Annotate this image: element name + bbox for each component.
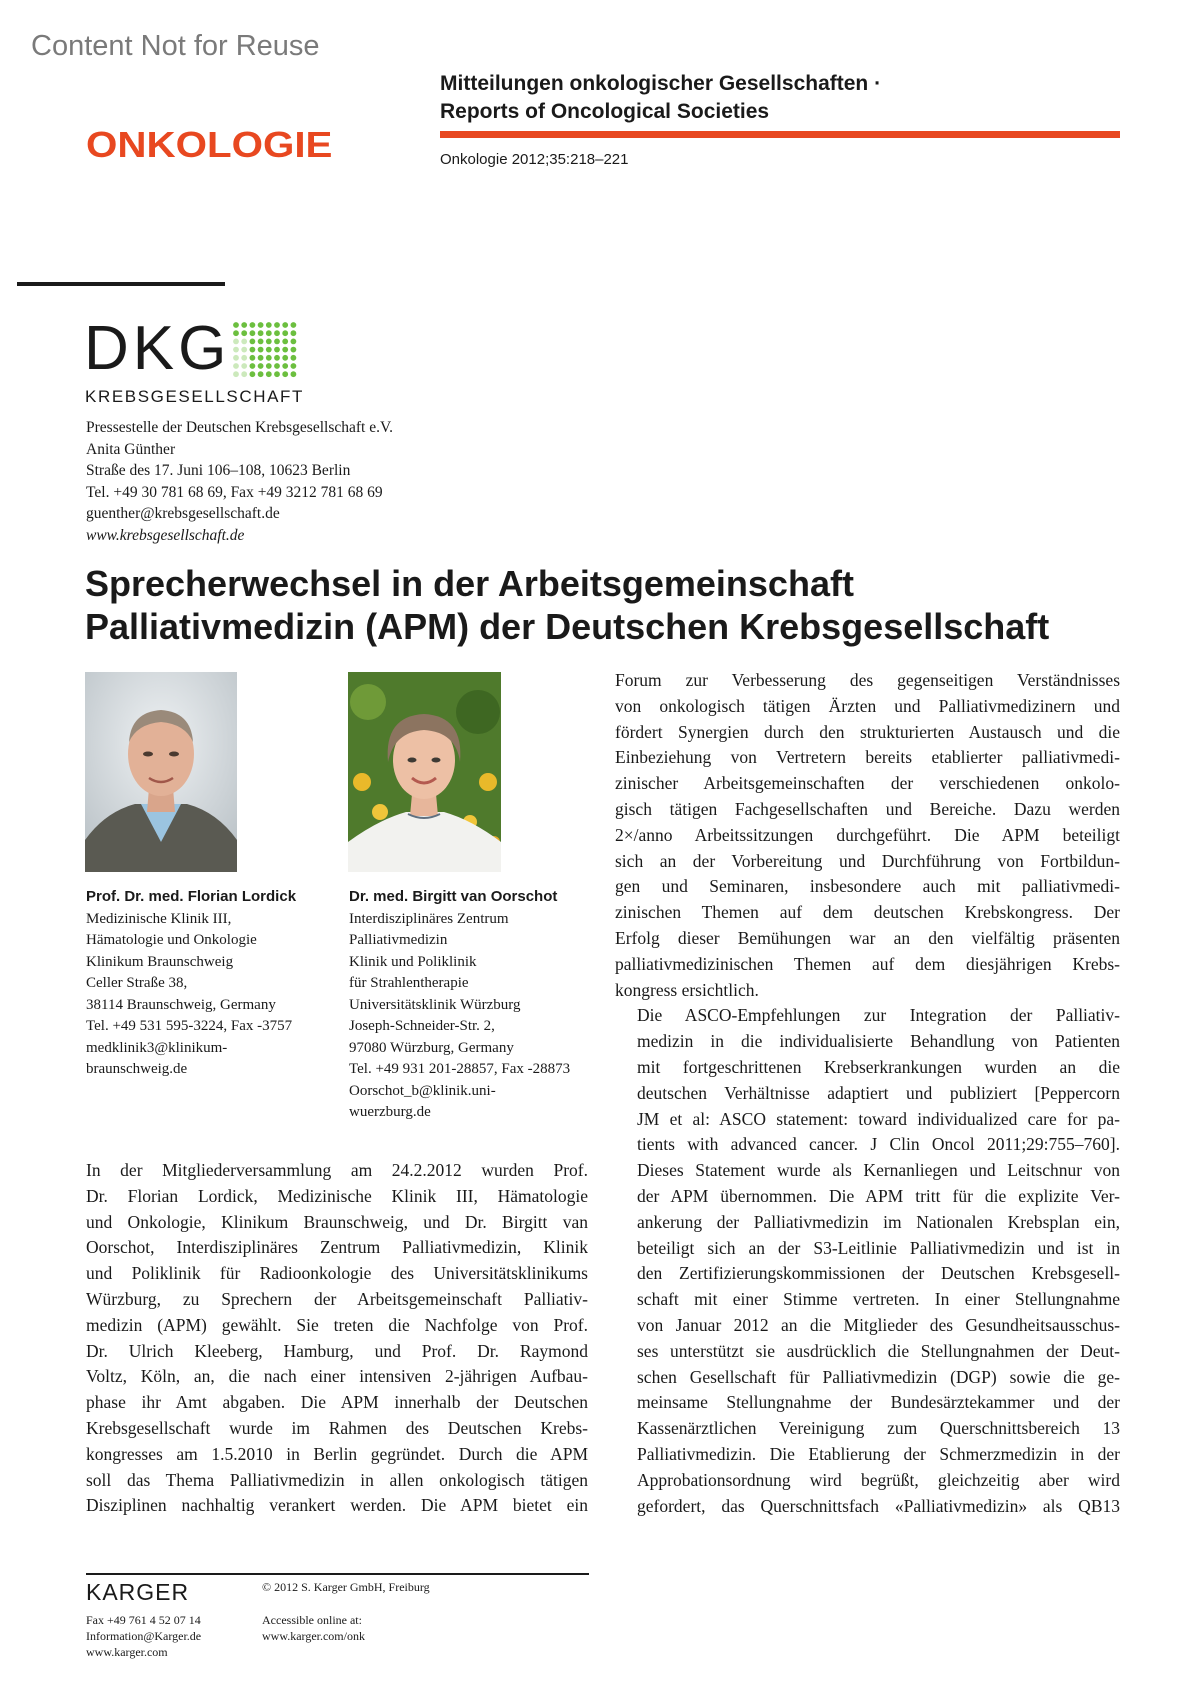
- person-email[interactable]: medklinik3@klinikum-: [86, 1039, 228, 1056]
- logo-dot: [233, 363, 239, 369]
- text-line: mit fortgeschrittenen Krebserkrankungen wurden an die: [637, 1056, 1120, 1077]
- dkg-logo-subtitle: KREBSGESELLSCHAFT: [85, 387, 304, 406]
- text-line: Approbationsordnung wird begrüßt, gleichzeitig aber wird: [637, 1469, 1120, 1490]
- logo-dot: [291, 339, 297, 345]
- person-line: Universitätsklinik Würzburg: [349, 996, 521, 1013]
- dkg-dots-icon: [232, 321, 300, 381]
- text-line: Würzburg, zu Sprechern der Arbeitsgemeinschaft Palliativ-: [86, 1288, 588, 1309]
- text-line: zinischer Arbeitsgemeinschaften der verschiedenen onkolo-: [615, 773, 1120, 794]
- logo-dot: [250, 330, 256, 336]
- article-title-line: Sprecherwechsel in der Arbeitsgemeinschaft: [85, 563, 854, 604]
- logo-dot: [282, 371, 288, 377]
- logo-dot: [258, 355, 264, 361]
- text-line: und Onkologie, Klinikum Braunschweig, und Dr. Birgitt van: [86, 1211, 588, 1232]
- text-line: ankerung der Palliativmedizin im Nationalen Krebsplan ein,: [637, 1211, 1120, 1232]
- logo-dot: [291, 363, 297, 369]
- person-line: Hämatologie und Onkologie: [86, 932, 257, 948]
- text-line: Die ASCO-Empfehlungen zur Integration der Palliativ-: [637, 1005, 1120, 1026]
- press-line: Pressestelle der Deutschen Krebsgesellschaft e.V.: [86, 419, 394, 436]
- publisher-contact: [86, 1612, 201, 1660]
- contact-website[interactable]: www.karger.com: [86, 1645, 168, 1659]
- copyright: © 2012 S. Karger GmbH, Freiburg: [262, 1580, 430, 1594]
- article-title: [85, 562, 1049, 648]
- text-line: Kassenärztlichen Vereinigung zum Querschnittsbereich 13: [637, 1418, 1120, 1439]
- logo-dot: [258, 330, 264, 336]
- text-line: medizin (APM) gewählt. Sie treten die Nachfolge von Prof.: [86, 1314, 588, 1335]
- logo-dot: [291, 371, 297, 377]
- person-line: Klinik und Poliklinik: [349, 953, 477, 970]
- logo-dot: [233, 355, 239, 361]
- person-line: Tel. +49 531 595-3224, Fax -3757: [86, 1018, 293, 1034]
- person-line: 38114 Braunschweig, Germany: [86, 996, 276, 1013]
- person-line: Joseph-Schneider-Str. 2,: [349, 1018, 495, 1034]
- logo-dot: [258, 363, 264, 369]
- text-line: Oorschot, Interdisziplinäres Zentrum Palliativmedizin, Klinik: [86, 1237, 588, 1258]
- person-line: Tel. +49 931 201-28857, Fax -28873: [349, 1061, 571, 1077]
- text-line: von Januar 2012 an die Mitglieder des Gesundheitsausschus-: [637, 1314, 1120, 1335]
- contact-email[interactable]: Information@Karger.de: [86, 1629, 202, 1643]
- logo-dot: [250, 355, 256, 361]
- journal-logo: ONKOLOGIE: [86, 124, 333, 165]
- journal-section-title: [440, 70, 881, 126]
- logo-dot: [233, 339, 239, 345]
- logo-dot: [282, 330, 288, 336]
- text-line: In der Mitgliederversammlung am 24.2.2012 wurden Prof.: [86, 1160, 588, 1180]
- logo-dot: [233, 322, 239, 328]
- person-email[interactable]: wuerzburg.de: [349, 1104, 431, 1120]
- logo-dot: [233, 371, 239, 377]
- watermark: Content Not for Reuse: [31, 30, 320, 62]
- press-line: Tel. +49 30 781 68 69, Fax +49 3212 781 68 69: [86, 483, 383, 501]
- logo-dot: [274, 330, 280, 336]
- logo-dot: [233, 347, 239, 353]
- section-rule: [17, 282, 225, 286]
- logo-dot: [282, 363, 288, 369]
- logo-dot: [241, 371, 247, 377]
- logo-dot: [282, 339, 288, 345]
- text-line: Voltz, Köln, an, die nach einer intensiven 2-jährigen Aufbau-: [86, 1366, 588, 1387]
- text-line: Dr. Florian Lordick, Medizinische Klinik III, Hämatologie: [86, 1185, 588, 1206]
- text-line: schen Gesellschaft für Palliativmedizin (DGP) sowie die ge-: [637, 1366, 1120, 1387]
- logo-dot: [274, 363, 280, 369]
- logo-dot: [291, 347, 297, 353]
- logo-dot: [258, 322, 264, 328]
- body-paragraph: [615, 1003, 1120, 1519]
- text-line: zinischen Themen auf dem deutschen Krebskongress. Der: [615, 902, 1120, 923]
- logo-dot: [274, 347, 280, 353]
- section-title-line: Mitteilungen onkologischer Gesellschaften ·: [440, 72, 882, 95]
- text-line: medizin in die individualisierte Behandlung von Patienten: [637, 1031, 1120, 1052]
- text-line: kongresses am 1.5.2010 in Berlin gegründet. Durch die APM: [86, 1443, 588, 1464]
- logo-dot: [266, 322, 272, 328]
- logo-dot: [241, 330, 247, 336]
- logo-dot: [258, 339, 264, 345]
- text-line: gisch tätigen Fachgesellschaften und Bereiche. Dazu werden: [615, 798, 1120, 819]
- logo-dot: [291, 355, 297, 361]
- person-card-lordick: [86, 886, 296, 1081]
- person-line: Medizinische Klinik III,: [86, 910, 232, 927]
- logo-dot: [241, 322, 247, 328]
- logo-dot: [266, 330, 272, 336]
- press-line: Anita Günther: [86, 440, 176, 458]
- press-website[interactable]: www.krebsgesellschaft.de: [86, 526, 245, 544]
- logo-dot: [266, 347, 272, 353]
- logo-dot: [266, 355, 272, 361]
- logo-dot: [250, 371, 256, 377]
- logo-dot: [250, 322, 256, 328]
- text-line: Dr. Ulrich Kleeberg, Hamburg, und Prof. Dr. Raymond: [86, 1340, 588, 1361]
- logo-dot: [266, 363, 272, 369]
- person-line: 97080 Würzburg, Germany: [349, 1039, 514, 1056]
- logo-dot: [258, 347, 264, 353]
- text-line: gen und Seminaren, insbesondere auch mit palliativmedi-: [615, 876, 1120, 897]
- logo-dot: [274, 371, 280, 377]
- text-line: tients with advanced cancer. J Clin Oncol 2011;29:755–760].: [637, 1134, 1120, 1155]
- logo-dot: [291, 322, 297, 328]
- logo-dot: [233, 330, 239, 336]
- logo-dot: [282, 355, 288, 361]
- person-line: Klinikum Braunschweig: [86, 953, 234, 970]
- text-line: ses unterstützt sie ausdrücklich die Stellungnahmen der Deut-: [637, 1340, 1120, 1361]
- logo-dot: [274, 322, 280, 328]
- text-line: phase ihr Amt abgaben. Die APM innerhalb der Deutschen: [86, 1392, 588, 1413]
- person-email[interactable]: Oorschot_b@klinik.uni-: [349, 1082, 496, 1099]
- text-line: Krebsgesellschaft wurde im Rahmen des Deutschen Krebs-: [86, 1417, 588, 1438]
- portrait-lordick: [85, 672, 237, 872]
- logo-dot: [241, 339, 247, 345]
- logo-dot: [274, 355, 280, 361]
- person-line: Interdisziplinäres Zentrum: [349, 910, 509, 927]
- logo-dot: [250, 363, 256, 369]
- person-line: Palliativmedizin: [349, 932, 448, 948]
- text-line: Erfolg dieser Bemühungen war an den vielfältig präsenten: [615, 927, 1120, 948]
- footer-rule: [86, 1573, 589, 1575]
- logo-dot: [241, 347, 247, 353]
- section-title-line: Reports of Oncological Societies: [440, 100, 770, 123]
- contact-line: Fax +49 761 4 52 07 14: [86, 1613, 201, 1627]
- text-line: sich an der Vorbereitung und Durchführung von Fortbildun-: [615, 850, 1120, 871]
- logo-dot: [241, 355, 247, 361]
- body-paragraph: [86, 1158, 588, 1519]
- text-line: der APM übernommen. Die APM tritt für die explizite Ver-: [637, 1185, 1120, 1206]
- logo-dot: [241, 363, 247, 369]
- text-line: Disziplinen nachhaltig verankert werden. Die APM bietet ein: [86, 1495, 588, 1516]
- article-title-line: Palliativmedizin (APM) der Deutschen Krebsgesellschaft: [85, 606, 1050, 647]
- logo-dot: [250, 347, 256, 353]
- text-line: von onkologisch tätigen Ärzten und Palliativmedizinern und: [615, 695, 1120, 716]
- person-email[interactable]: braunschweig.de: [86, 1061, 188, 1077]
- portrait-van-oorschot: [348, 672, 501, 872]
- text-line: den Zertifizierungskommissionen der Deutschen Krebsgesell-: [637, 1263, 1120, 1284]
- text-line: Palliativmedizin. Die Etablierung der Schmerzmedizin in der: [637, 1443, 1120, 1464]
- text-line: palliativmedizinischen Themen auf dem diesjährigen Krebs-: [615, 953, 1120, 974]
- text-line: deutschen Verhältnisse adaptiert und publiziert [Peppercorn: [637, 1082, 1120, 1103]
- online-label: Accessible online at:: [262, 1613, 362, 1627]
- person-line: für Strahlentherapie: [349, 975, 469, 991]
- press-line: Straße des 17. Juni 106–108, 10623 Berlin: [86, 462, 351, 479]
- online-info: [262, 1612, 365, 1644]
- text-line: und Poliklinik für Radioonkologie des Universitätsklinikums: [86, 1263, 588, 1284]
- publisher-logo: KARGER: [86, 1579, 190, 1605]
- body-column-right: [615, 668, 1120, 1519]
- logo-dot: [282, 347, 288, 353]
- text-line: 2×/anno Arbeitssitzungen durchgeführt. Die APM beteiligt: [615, 824, 1120, 845]
- logo-dot: [258, 371, 264, 377]
- logo-dot: [282, 322, 288, 328]
- press-email[interactable]: guenther@krebsgesellschaft.de: [86, 505, 280, 522]
- text-line: fördert Synergien durch den strukturierten Austausch und die: [615, 721, 1120, 742]
- body-paragraph: [615, 668, 1120, 1003]
- logo-dot: [266, 339, 272, 345]
- person-line: Celler Straße 38,: [86, 975, 188, 991]
- logo-dot: [291, 330, 297, 336]
- logo-dot: [250, 339, 256, 345]
- logo-dot: [266, 371, 272, 377]
- text-line: JM et al: ASCO statement: toward individualized care for pa-: [637, 1108, 1120, 1129]
- logo-dot: [274, 339, 280, 345]
- person-card-van-oorschot: [349, 886, 570, 1124]
- text-line: gefordert, das Querschnittsfach «Palliativmedizin» als QB13: [637, 1495, 1120, 1516]
- text-line: meinsame Stellungnahme der Bundesärztekammer und der: [637, 1392, 1120, 1413]
- body-column-left: [86, 1158, 588, 1519]
- person-name: Prof. Dr. med. Florian Lordick: [86, 888, 297, 905]
- press-contact: [86, 417, 393, 546]
- online-link[interactable]: www.karger.com/onk: [262, 1629, 365, 1643]
- text-line: beteiligt sich an der S3-Leitlinie Palliativmedizin und ist in: [637, 1237, 1120, 1258]
- citation: Onkologie 2012;35:218–221: [440, 151, 629, 168]
- text-line: Einbeziehung von Vertretern bereits etablierter palliativmedi-: [615, 747, 1120, 768]
- text-line: kongress ersichtlich.: [615, 979, 759, 1000]
- header-rule: [440, 131, 1120, 138]
- text-line: schaft mit einer Stimme vertreten. In einer Stellungnahme: [637, 1289, 1120, 1310]
- text-line: soll das Thema Palliativmedizin in allen onkologisch tätigen: [86, 1469, 588, 1490]
- dkg-logo-letters: DKG: [84, 314, 231, 383]
- person-name: Dr. med. Birgitt van Oorschot: [349, 888, 558, 905]
- text-line: Forum zur Verbesserung des gegenseitigen Verständnisses: [615, 670, 1120, 690]
- text-line: Dieses Statement wurde als Kernanliegen und Leitschnur von: [637, 1160, 1120, 1181]
